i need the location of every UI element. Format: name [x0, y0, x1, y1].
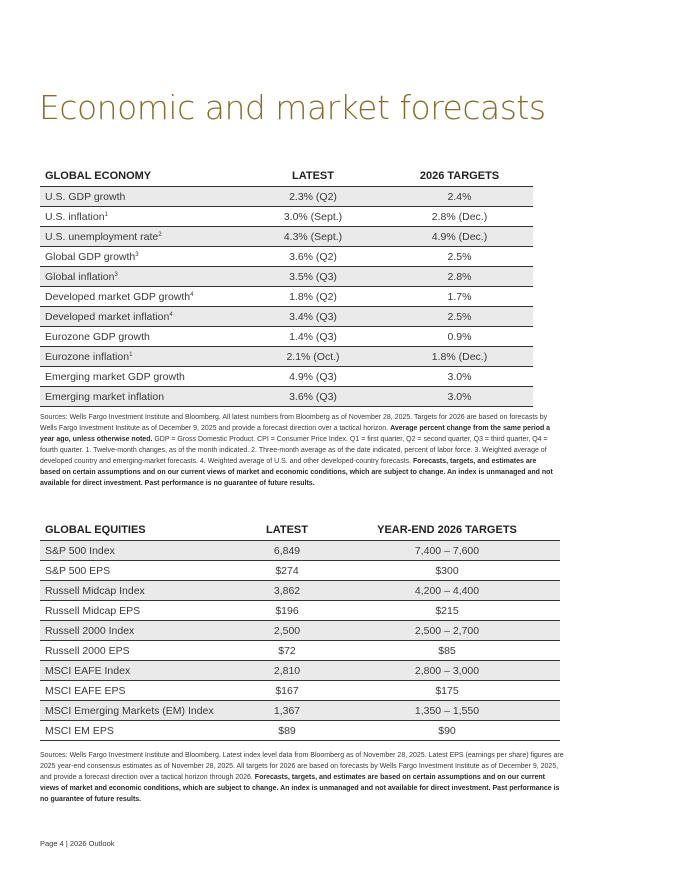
target-value: 2.8% (Dec.): [386, 207, 533, 227]
column-header: GLOBAL ECONOMY: [40, 166, 240, 187]
table-header-row: [40, 166, 533, 187]
target-value: 4.9% (Dec.): [386, 227, 533, 247]
table-row: [40, 207, 533, 227]
target-value: 2.5%: [386, 307, 533, 327]
row-label: S&P 500 Index: [45, 544, 115, 557]
latest-value: 3.6% (Q2): [240, 247, 386, 267]
table-row: [40, 267, 533, 287]
latest-value: 3.5% (Q3): [240, 267, 386, 287]
global-economy-table: [40, 166, 533, 407]
target-value: $85: [334, 641, 560, 661]
table-row: [40, 227, 533, 247]
table-row: [40, 581, 560, 601]
target-value: 2,500 – 2,700: [334, 621, 560, 641]
target-value: 4,200 – 4,400: [334, 581, 560, 601]
footnote-marker: 4: [169, 311, 173, 318]
row-label: Emerging market GDP growth: [45, 370, 185, 383]
row-label: MSCI EAFE Index: [45, 664, 131, 677]
table-row: [40, 187, 533, 207]
row-label-cell: [40, 367, 240, 387]
equities-rows: [40, 541, 560, 741]
latest-value: $167: [240, 681, 334, 701]
row-label: U.S. inflation: [45, 210, 105, 223]
notes-paragraph: [40, 750, 564, 805]
row-label-cell: [40, 701, 240, 721]
latest-value: 1,367: [240, 701, 334, 721]
footnote-marker: 1: [104, 211, 108, 218]
footnote-marker: 3: [114, 271, 118, 278]
row-label-cell: [40, 721, 240, 741]
latest-value: 2.1% (Oct.): [240, 347, 386, 367]
economy-rows: [40, 187, 533, 407]
latest-value: 4.3% (Sept.): [240, 227, 386, 247]
footnote-marker: 3: [135, 251, 139, 258]
footnote-marker: 2: [158, 231, 162, 238]
row-label-cell: [40, 581, 240, 601]
latest-value: 2.3% (Q2): [240, 187, 386, 207]
table-header-row: [40, 520, 560, 541]
latest-value: 2,500: [240, 621, 334, 641]
row-label-cell: [40, 561, 240, 581]
table-row: [40, 721, 560, 741]
row-label-cell: [40, 187, 240, 207]
table-row: [40, 561, 560, 581]
target-value: 3.0%: [386, 387, 533, 407]
column-header: YEAR-END 2026 TARGETS: [334, 520, 560, 541]
row-label: U.S. unemployment rate: [45, 230, 159, 243]
row-label: Developed market GDP growth: [45, 290, 191, 303]
page-footer: Page 4 | 2026 Outlook: [40, 839, 115, 848]
notes-text: GDP = Gross Domestic Product. CPI = Consumer Price Index. Q1 = first quarter, Q2 = second quarter, Q3 = third quarter, Q4 = fourth quarter. 1. Twelve-month changes, as of the month indicated. 2. Three-month average as of the date indicated, percent of labor force. 3. Weighted average of developed country and emerging-market forecasts. 4. Weighted average of U.S. and other developed-country forecasts.: [40, 436, 548, 465]
target-value: 1,350 – 1,550: [334, 701, 560, 721]
row-label-cell: [40, 681, 240, 701]
column-header: 2026 TARGETS: [386, 166, 533, 187]
row-label: Global inflation: [45, 270, 115, 283]
latest-value: 1.8% (Q2): [240, 287, 386, 307]
target-value: 1.7%: [386, 287, 533, 307]
row-label: MSCI EAFE EPS: [45, 684, 126, 697]
target-value: 7,400 – 7,600: [334, 541, 560, 561]
row-label-cell: [40, 387, 240, 407]
row-label-cell: [40, 661, 240, 681]
footnote-marker: 1: [129, 351, 133, 358]
latest-value: 2,810: [240, 661, 334, 681]
row-label-cell: [40, 541, 240, 561]
row-label-cell: [40, 267, 240, 287]
table-row: [40, 367, 533, 387]
latest-value: 3.4% (Q3): [240, 307, 386, 327]
row-label: Developed market inflation: [45, 310, 170, 323]
notes-disclaimer: Average percent change from the same period a year ago, unless otherwise noted.: [40, 425, 551, 443]
column-header: GLOBAL EQUITIES: [40, 520, 240, 541]
row-label: Eurozone inflation: [45, 350, 130, 363]
table-row: [40, 661, 560, 681]
row-label: MSCI Emerging Markets (EM) Index: [45, 704, 214, 717]
row-label: MSCI EM EPS: [45, 724, 114, 737]
latest-value: 4.9% (Q3): [240, 367, 386, 387]
table-row: [40, 601, 560, 621]
row-label-cell: [40, 227, 240, 247]
target-value: 3.0%: [386, 367, 533, 387]
target-value: 2,800 – 3,000: [334, 661, 560, 681]
notes-text: Sources: Wells Fargo Investment Institute and Bloomberg. All latest numbers from Bloomberg as of November 28, 2025. Targets for 2026 are based on forecasts by Wells Fargo Investment Institute as of December 9, 2025 and provide a forecast direction over a tactical horizon.: [40, 414, 548, 432]
row-label-cell: [40, 327, 240, 347]
row-label: U.S. GDP growth: [45, 190, 126, 203]
target-value: 1.8% (Dec.): [386, 347, 533, 367]
notes-text: Sources: Wells Fargo Investment Institute and Bloomberg. Latest index level data from Bloomberg as of November 28, 2025. Latest EPS (earnings per share) figures are 2025 year-end consensus estimates as of November 28, 2025. All targets for 2026 are based on forecasts by Wells Fargo Investment Institute as of December 9, 2025, and provide a forecast direction over a tactical horizon through 2026.: [40, 752, 564, 781]
notes-paragraph: [40, 412, 555, 489]
latest-value: $72: [240, 641, 334, 661]
table-row: [40, 307, 533, 327]
row-label: Eurozone GDP growth: [45, 330, 150, 343]
target-value: $90: [334, 721, 560, 741]
latest-value: 3.6% (Q3): [240, 387, 386, 407]
row-label-cell: [40, 641, 240, 661]
latest-value: $89: [240, 721, 334, 741]
table-row: [40, 641, 560, 661]
column-header: LATEST: [240, 166, 386, 187]
page-title: Economic and market forecasts: [39, 88, 546, 127]
target-value: $300: [334, 561, 560, 581]
row-label: Global GDP growth: [45, 250, 136, 263]
row-label: Russell Midcap EPS: [45, 604, 141, 617]
row-label-cell: [40, 621, 240, 641]
target-value: 2.4%: [386, 187, 533, 207]
row-label: Russell 2000 EPS: [45, 644, 130, 657]
row-label: Emerging market inflation: [45, 390, 165, 403]
footnote-marker: 4: [190, 291, 194, 298]
table-row: [40, 621, 560, 641]
notes-disclaimer: Forecasts, targets, and estimates are based on certain assumptions and on our current views of market and economic conditions, which are subject to change. An index is unmanaged and not available for direct investment. Past performance is no guarantee of future results.: [40, 458, 553, 487]
equities-notes: [40, 750, 564, 805]
economy-notes: [40, 412, 555, 489]
row-label: Russell 2000 Index: [45, 624, 135, 637]
table-row: [40, 247, 533, 267]
notes-disclaimer: Forecasts, targets, and estimates are based on certain assumptions and on our current views of market and economic conditions, which are subject to change. An index is unmanaged and not available for direct investment. Past performance is no guarantee of future results.: [40, 774, 560, 803]
row-label-cell: [40, 307, 240, 327]
row-label-cell: [40, 207, 240, 227]
table-row: [40, 327, 533, 347]
table-row: [40, 387, 533, 407]
table-row: [40, 541, 560, 561]
latest-value: $274: [240, 561, 334, 581]
target-value: $215: [334, 601, 560, 621]
table-row: [40, 287, 533, 307]
latest-value: 3,862: [240, 581, 334, 601]
target-value: $175: [334, 681, 560, 701]
row-label-cell: [40, 347, 240, 367]
latest-value: 1.4% (Q3): [240, 327, 386, 347]
row-label: S&P 500 EPS: [45, 564, 111, 577]
row-label-cell: [40, 247, 240, 267]
table-row: [40, 347, 533, 367]
target-value: 0.9%: [386, 327, 533, 347]
row-label: Russell Midcap Index: [45, 584, 145, 597]
row-label-cell: [40, 601, 240, 621]
latest-value: $196: [240, 601, 334, 621]
table-row: [40, 701, 560, 721]
table-row: [40, 681, 560, 701]
target-value: 2.8%: [386, 267, 533, 287]
latest-value: 6,849: [240, 541, 334, 561]
target-value: 2.5%: [386, 247, 533, 267]
column-header: LATEST: [240, 520, 334, 541]
latest-value: 3.0% (Sept.): [240, 207, 386, 227]
row-label-cell: [40, 287, 240, 307]
global-equities-table: [40, 520, 560, 741]
